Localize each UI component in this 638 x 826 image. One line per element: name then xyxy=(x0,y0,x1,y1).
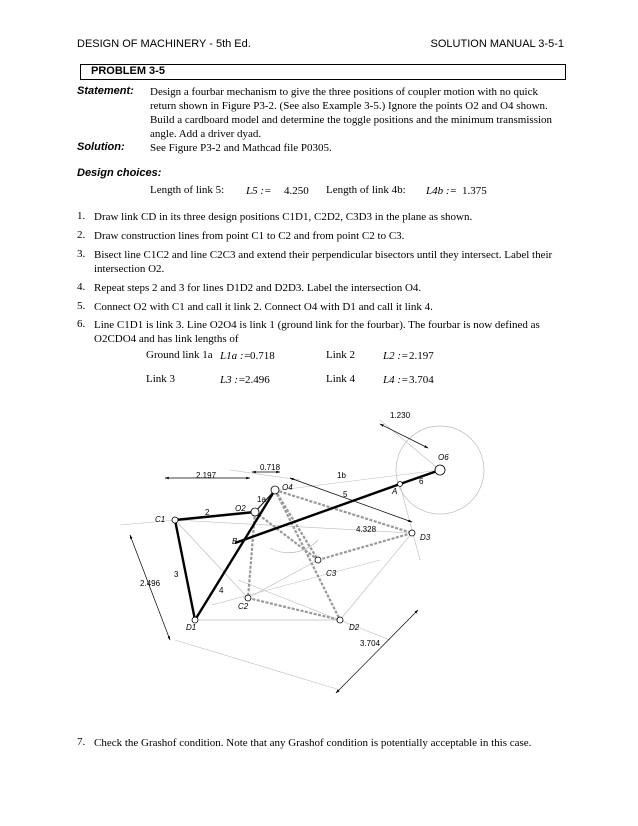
label-o4: O4 xyxy=(282,483,293,492)
step-2-text: Draw construction lines from point C1 to C2 and from point C2 to C3. xyxy=(94,230,405,242)
link3-symbol: L3 := xyxy=(220,374,246,386)
construction-lines xyxy=(120,420,440,690)
step-7-text: Check the Grashof condition. Note that any Grashof condition is potentially acceptable in this case. xyxy=(94,737,532,749)
link4-symbol: L4 := xyxy=(383,374,409,386)
step-5-text: Connect O2 with C1 and call it link 2. Connect O4 with D1 and call it link 4. xyxy=(94,301,433,313)
ground-link-symbol: L1a := xyxy=(220,350,251,362)
l5-label: Length of link 5: xyxy=(150,184,225,196)
dim-1230: 1.230 xyxy=(390,411,411,420)
dim-2496: 2.496 xyxy=(140,579,161,588)
l4b-value: 1.375 xyxy=(462,185,487,197)
label-link-3: 3 xyxy=(174,570,179,579)
label-link-1a: 1a xyxy=(257,495,266,504)
step-6-text: Line C1D1 is link 3. Line O2O4 is link 1 (ground link for the fourbar). The fourbar is now defined as O2CDO4 and has link lengths of xyxy=(94,319,540,345)
step-5-num: 5. xyxy=(77,300,86,312)
link4-value: 3.704 xyxy=(409,374,434,386)
header-left: DESIGN OF MACHINERY - 5th Ed. xyxy=(77,38,251,50)
pivot-a xyxy=(398,482,403,487)
label-link-2: 2 xyxy=(205,508,210,517)
arc-construction xyxy=(270,540,318,553)
l5-symbol: L5 := xyxy=(246,185,272,197)
label-d1: D1 xyxy=(186,623,197,632)
dim-2197: 2.197 xyxy=(196,471,217,480)
link2-value: 2.197 xyxy=(409,350,434,362)
pivot-o4 xyxy=(271,486,279,494)
label-a: A xyxy=(392,487,398,496)
link3-value: 2.496 xyxy=(245,374,270,386)
link4-label: Link 4 xyxy=(326,373,356,385)
pivot-d2 xyxy=(337,617,343,623)
pivot-c2 xyxy=(245,595,251,601)
step-4-text: Repeat steps 2 and 3 for lines D1D2 and D2D3. Label the intersection O4. xyxy=(94,282,422,294)
ground-link-value: 0.718 xyxy=(250,350,275,362)
statement-text: Design a fourbar mechanism to give the three positions of coupler motion with no quick return shown in Figure P3-2. (See also Example 3-5.) Ignore the points O2 and O4 shown. Build a cardboard model and determine the toggle positions and the minimum transmission angle. Add a driver dyad. xyxy=(150,86,553,140)
step-1-num: 1. xyxy=(77,210,86,222)
l4b-symbol: L4b := xyxy=(426,185,457,197)
pivot-c3 xyxy=(315,557,321,563)
step-7-num: 7. xyxy=(77,736,86,748)
problem-title: PROBLEM 3-5 xyxy=(91,65,165,77)
step-3-text: Bisect line C1C2 and line C2C3 and extend their perpendicular bisectors until they intersect. Label their intersection O2. xyxy=(94,249,553,275)
label-b: B xyxy=(232,537,238,546)
solution-label: Solution: xyxy=(77,141,125,153)
dim-4328: 4.328 xyxy=(356,525,377,534)
step-6-num: 6. xyxy=(77,318,86,330)
solution-text: See Figure P3-2 and Mathcad file P0305. xyxy=(150,142,332,154)
label-d2: D2 xyxy=(349,623,360,632)
ground-link-label: Ground link 1a xyxy=(146,349,213,361)
dim-0718: 0.718 xyxy=(260,463,281,472)
step-4-num: 4. xyxy=(77,281,86,293)
label-d3: D3 xyxy=(420,533,431,542)
label-link-4: 4 xyxy=(219,586,224,595)
label-link-6: 6 xyxy=(419,477,424,486)
pivot-c1 xyxy=(172,517,178,523)
l5-value: 4.250 xyxy=(284,185,309,197)
pivot-o6 xyxy=(435,465,445,475)
statement-label: Statement: xyxy=(77,85,134,97)
label-c1: C1 xyxy=(155,515,166,524)
design-choices-label: Design choices: xyxy=(77,167,162,179)
header-right: SOLUTION MANUAL 3-5-1 xyxy=(430,38,564,50)
step-1-text: Draw link CD in its three design positions C1D1, C2D2, C3D3 in the plane as shown. xyxy=(94,211,473,223)
label-c3: C3 xyxy=(326,569,337,578)
step-3-num: 3. xyxy=(77,248,86,260)
link3-label: Link 3 xyxy=(146,373,176,385)
link2-label: Link 2 xyxy=(326,349,356,361)
label-link-5: 5 xyxy=(343,490,348,499)
pivot-o2 xyxy=(251,508,259,516)
step-2-num: 2. xyxy=(77,229,86,241)
label-c2: C2 xyxy=(238,602,249,611)
dim-3704: 3.704 xyxy=(360,639,381,648)
label-link-1b: 1b xyxy=(337,471,346,480)
link2-symbol: L2 := xyxy=(383,350,409,362)
l4b-label: Length of link 4b: xyxy=(326,184,406,196)
label-o6: O6 xyxy=(438,453,449,462)
label-o2: O2 xyxy=(235,504,246,513)
pivot-d3 xyxy=(409,530,415,536)
